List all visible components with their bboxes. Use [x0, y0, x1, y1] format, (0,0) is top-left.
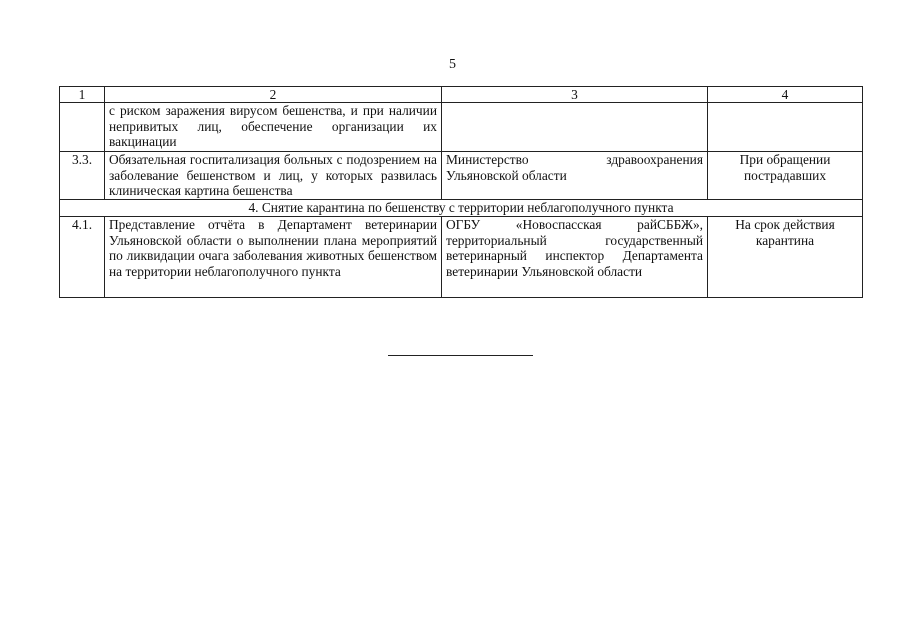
table-row-3-3: [60, 152, 863, 200]
table-header-row: [60, 87, 863, 103]
responsible-cell: Министерство здравоохранения Ульяновской области: [442, 152, 708, 200]
row-number-cell: 4.1.: [60, 217, 105, 298]
page-number: 5: [449, 57, 456, 72]
section-title: 4. Снятие карантина по бешенству с территории неблагополучного пункта: [60, 200, 863, 217]
table-row-continued: [60, 103, 863, 152]
row-number-cell: 3.3.: [60, 152, 105, 200]
measure-description-cell: Обязательная госпитализация больных с подозрением на заболевание бешенством и лиц, у которых развилась клиническая картина бешенства: [105, 152, 442, 200]
term-cell: На срок действия карантина: [708, 217, 863, 298]
table-row-4-1: [60, 217, 863, 298]
row-number-cell: [60, 103, 105, 152]
column-header-3: 3: [442, 87, 708, 103]
responsible-cell: ОГБУ «Новоспасская райСББЖ», территориальный государственный ветеринарный инспектор Департамента ветеринарии Ульяновской области: [442, 217, 708, 298]
term-cell: При обращении пострадавших: [708, 152, 863, 200]
end-divider-line: [388, 355, 533, 356]
measure-description-cell: с риском заражения вирусом бешенства, и при наличии непривитых лиц, обеспечение организации их вакцинации: [105, 103, 442, 152]
column-header-2: 2: [105, 87, 442, 103]
measures-table: [59, 86, 863, 298]
term-cell: [708, 103, 863, 152]
section-row-4: [60, 200, 863, 217]
measure-description-cell: Представление отчёта в Департамент ветеринарии Ульяновской области о выполнении плана мероприятий по ликвидации очага заболевания животных бешенством на территории неблагополучного пункта: [105, 217, 442, 298]
column-header-1: 1: [60, 87, 105, 103]
responsible-cell: [442, 103, 708, 152]
column-header-4: 4: [708, 87, 863, 103]
